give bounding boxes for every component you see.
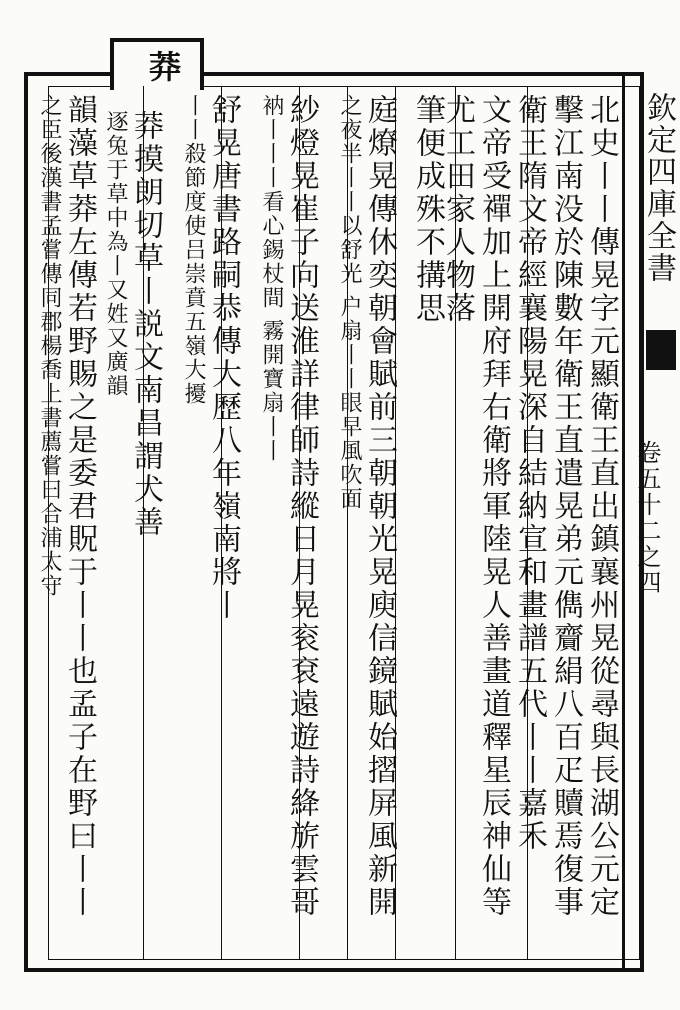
text-column: 逐兔于草中為丨又姓又廣韻 — [103, 110, 128, 398]
entry-heading: 莽 — [144, 50, 182, 82]
text-column: 衲丨丨丨看心錫杖間 霧開寶扇丨丨 — [259, 94, 284, 463]
text-column: 庭燎晃傳休奕朝會賦前三朝朝光晃庾信鏡賦始摺屏風新開 — [362, 94, 397, 919]
text-column: 丨丨殺節度使吕崇賁五嶺大擾 — [181, 94, 206, 406]
text-column: 擊江南没於陳數年衛王直遣晃弟元儁齎絹八百疋贖焉復事 — [548, 94, 583, 919]
text-column: 衛王隋文帝經襄陽晃深自結納宣和畫譜五代丨丨嘉禾 — [512, 94, 547, 853]
text-column: 紗燈晃崔子向送淮詳律師詩縱日月晃衮袞遠遊詩絳旂雲哥 — [284, 94, 319, 919]
text-column: 韻藻草莽左傳若野賜之是委君貺于丨丨也孟子在野曰丨丨 — [62, 94, 97, 919]
text-column: 之夜半丨丨以舒光 户扇丨丨眼早風吹面 — [337, 94, 362, 511]
chapter-label: 卷五十二之四 — [633, 440, 661, 596]
text-column: 北史丨丨傳晃字元顯衛王直出鎮襄州晃從尋與長湖公元定 — [584, 94, 619, 919]
column-divider — [395, 86, 396, 960]
book-title: 欽定四庫全書 — [641, 92, 676, 284]
margin-rule — [622, 72, 625, 972]
text-column: 之臣後漢書孟嘗傳同郡楊喬上書薦嘗曰合浦太守 — [37, 94, 62, 598]
column-divider — [299, 86, 300, 960]
text-column: 尤工田家人物落 — [440, 94, 475, 325]
text-column: 筆便成殊不搆思 — [410, 94, 445, 325]
column-divider — [221, 86, 222, 960]
text-column: 莽摸朗切草丨説文南昌謂犬善 — [128, 110, 163, 539]
column-divider — [347, 86, 348, 960]
text-column: 舒晃唐書路嗣恭傳大歷八年嶺南將丨 — [206, 94, 241, 622]
fishtail-mark — [646, 330, 676, 370]
column-divider — [455, 86, 456, 960]
column-divider — [527, 86, 528, 960]
column-divider — [143, 86, 144, 960]
text-column: 文帝受禪加上開府拜右衛將軍陸晃人善畫道釋星辰神仙等 — [476, 94, 511, 919]
